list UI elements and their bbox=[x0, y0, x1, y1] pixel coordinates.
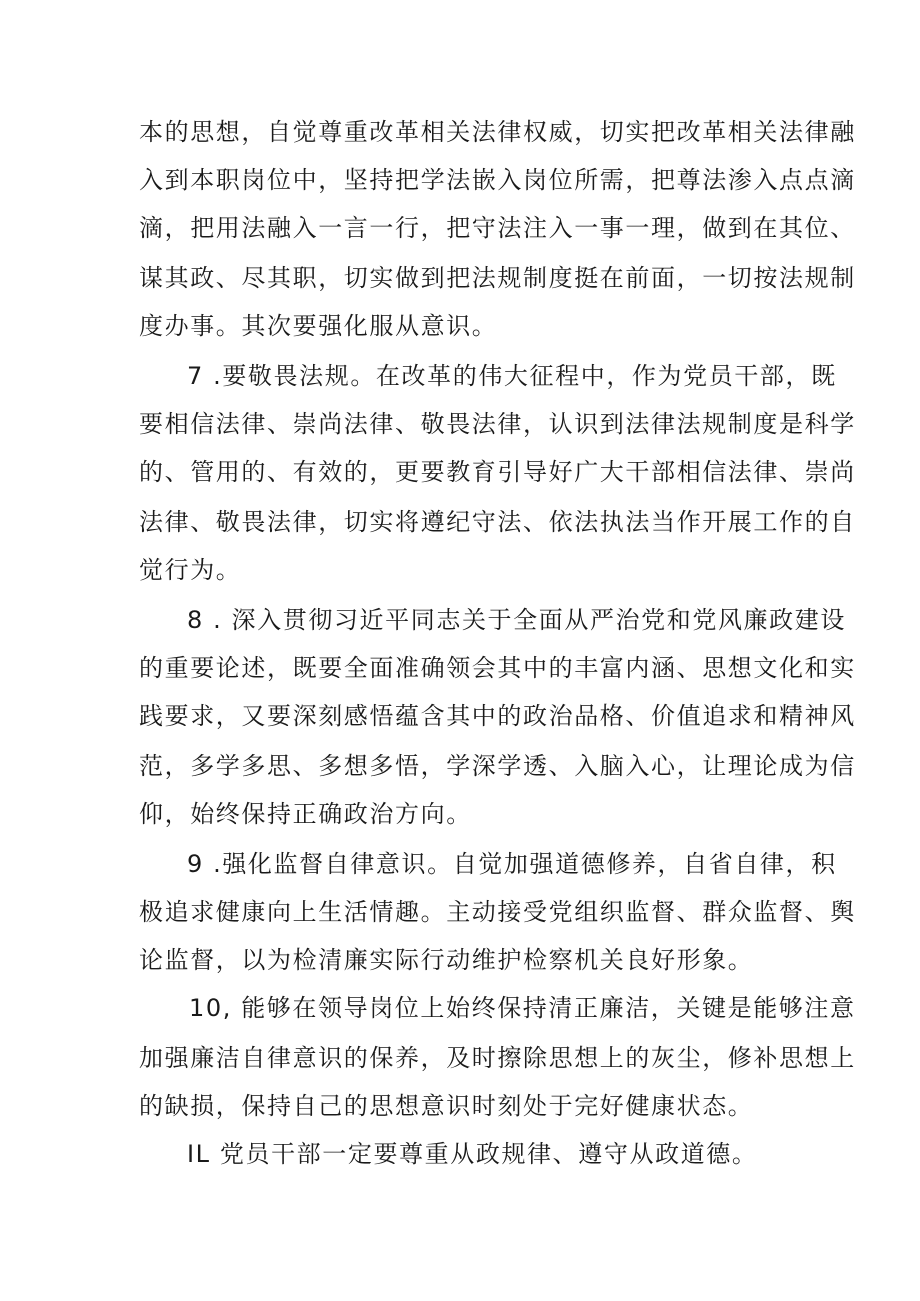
paragraph-line: 7 .要敬畏法规。在改革的伟大征程中，作为党员干部，既 bbox=[187, 362, 837, 390]
paragraph-line: 本的思想，自觉尊重改革相关法律权威，切实把改革相关法律融 bbox=[139, 118, 856, 146]
paragraph-line: 觉行为。 bbox=[139, 556, 242, 584]
paragraph-line: IL 党员干部一定要尊重从政规律、遵守从政道德。 bbox=[187, 1140, 758, 1168]
paragraph-line: 的缺损，保持自己的思想意识时刻处于完好健康状态。 bbox=[139, 1092, 754, 1120]
paragraph-line: 谋其政、尽其职，切实做到把法规制度挺在前面，一切按法规制 bbox=[139, 264, 856, 292]
paragraph-line: 要相信法律、崇尚法律、敬畏法律，认识到法律法规制度是科学 bbox=[139, 410, 856, 438]
paragraph-line: 入到本职岗位中，坚持把学法嵌入岗位所需，把尊法渗入点点滴 bbox=[139, 166, 856, 194]
paragraph-line: 滴，把用法融入一言一行，把守法注入一事一理，做到在其位、 bbox=[139, 214, 856, 242]
paragraph-line: 8 . 深入贯彻习近平同志关于全面从严治党和党风廉政建设 bbox=[187, 606, 846, 634]
paragraph-line: 仰，始终保持正确政治方向。 bbox=[139, 800, 472, 828]
paragraph-line: 的、管用的、有效的，更要教育引导好广大干部相信法律、崇尚 bbox=[139, 458, 856, 486]
paragraph-line: 度办事。其次要强化服从意识。 bbox=[139, 312, 498, 340]
paragraph-line: 法律、敬畏法律，切实将遵纪守法、依法执法当作开展工作的自 bbox=[139, 508, 856, 536]
paragraph-line: 践要求，又要深刻感悟蕴含其中的政治品格、价值追求和精神风 bbox=[139, 702, 856, 730]
paragraph-line: 的重要论述，既要全面准确领会其中的丰富内涵、思想文化和实 bbox=[139, 654, 856, 682]
paragraph-line: 10, 能够在领导岗位上始终保持清正廉洁，关键是能够注意 bbox=[189, 994, 856, 1022]
paragraph-line: 9 .强化监督自律意识。自觉加强道德修养，自省自律，积 bbox=[187, 850, 837, 878]
paragraph-line: 论监督，以为检清廉实际行动维护检察机关良好形象。 bbox=[139, 946, 754, 974]
paragraph-line: 加强廉洁自律意识的保养，及时擦除思想上的灰尘，修补思想上 bbox=[139, 1044, 856, 1072]
paragraph-line: 范，多学多思、多想多悟，学深学透、入脑入心，让理论成为信 bbox=[139, 752, 856, 780]
paragraph-line: 极追求健康向上生活情趣。主动接受党组织监督、群众监督、舆 bbox=[139, 898, 856, 926]
